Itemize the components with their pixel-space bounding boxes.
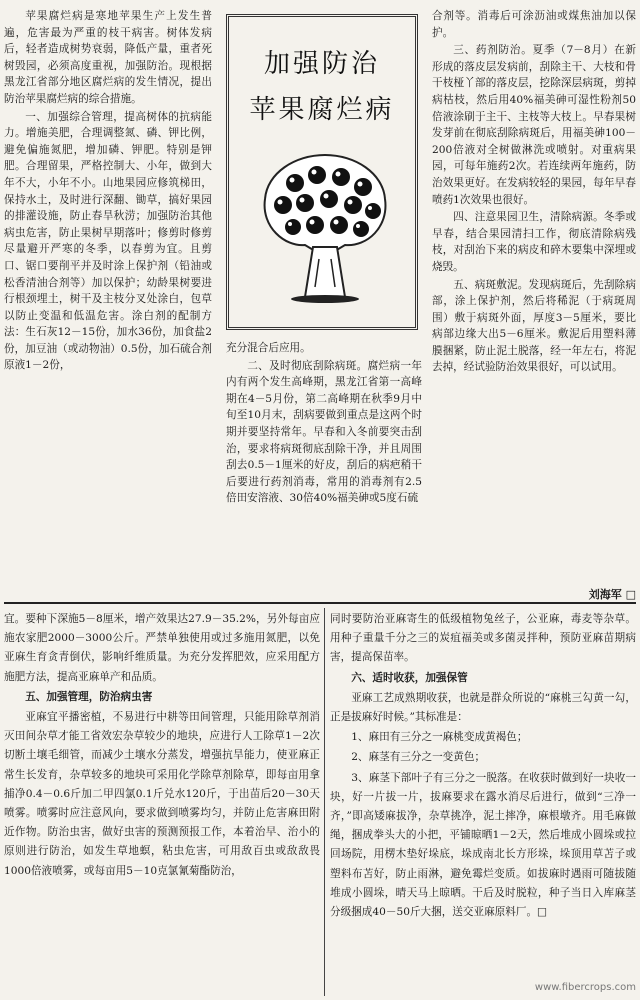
article-title-line2: 苹果腐烂病 <box>249 95 395 125</box>
paragraph: 五、病斑敷泥。发现病斑后，先刮除病部，涂上保护剂，然后将稀泥（于病斑周围）敷于病斑外面，厚度3－5厘米，要比病部边缘大出5－6厘米。敷泥后用塑料薄膜捆紧，防止泥土脱落，经一年左右，将泥去掉，经试验防治效果很好，可以试用。 <box>432 278 636 374</box>
article-column-3 <box>432 8 636 377</box>
paragraph: 3、麻茎下部叶子有三分之一脱落。在收获时做到好一块收一块，好一片拔一片，拔麻要求在露水消尽后进行，做到“三净一齐，”即高矮麻拔净，杂草挑净，泥土摔净，麻根墩齐。用毛麻做绳，捆成拳头大的小把，平铺晾晒1－2天，然后堆成小圆垛或拉回场院，用楞木垫好垛底，垛成南北长方形垛，垛顶用草苫子或塑料布苫好，防止雨淋，避免霉烂变质。如拔麻时遇雨可随拔随堆成小圆垛，晴天马上晾晒。干后及时脱粒，种子当日入库麻茎分级捆成40－50斤大捆，送交亚麻原料厂。□ <box>330 771 636 919</box>
section-heading: 五、加强管理，防治病虫害 <box>25 690 153 703</box>
paragraph: 三、药剂防治。夏季（7－8月）在新形成的落皮层发病前，刮除主干、大枝和骨干枝桠丫部的落皮层，挖除深层病斑，剪掉病枯枝，然后用40%福美砷可湿性粉剂50倍液涂刷于主干、主枝等大枝上。早春果树发芽前在彻底刮除病斑后，用福美砷100－200倍液对全树做淋洗或喷射。对重病果园，可每年施药2次。若连续两年施药，防治效果更好。在发病较轻的果园，每年早春喷药1次效果也很好。 <box>432 44 636 206</box>
paragraph: 宜。要种下深施5－8厘米，增产效果达27.9－35.2%，另外每亩应施农家肥2000－3000公斤。严禁单独使用或过多施用氮肥，以免亚麻生育贪青倒伏，影响纤维质量。为充分发挥肥效，应采用配方施肥方法，提高亚麻单产和品质。 <box>4 613 320 683</box>
article-title-line1: 加强防治 <box>263 49 380 79</box>
paragraph: 充分混合后应用。 <box>226 342 311 354</box>
paragraph: 1、麻田有三分之一麻桃变成黄褐色； <box>351 731 528 744</box>
apple-tree-illustration <box>255 147 395 307</box>
paragraph: 亚麻宜平播密植，不易进行中耕等田间管理，只能用除草剂消灭田间杂草才能工省效宏杂草较少的地块，应进行人工除草1－2次切断土壤毛细管，而减少土壤水分蒸发，增强抗旱能力，使亚麻正常生长发育，杂草较多的地块可采用化学除草剂除草，即每亩用拿捕净0.4－0.6斤加二甲四氯0.1斤兑水120斤，于出苗后20－30天喷雾。喷雾时应注意风向，要求做到喷雾均匀，并防止危害麻田附近作物。防治虫害，做好虫害的预测预报工作，本着治早、治小的原则进行防治，如发生草地螟，粘虫危害，可用敌百虫或敌敌畏1000倍液喷雾，或每亩用5－10克氯氰菊酯防治， <box>4 711 320 877</box>
column-divider <box>324 608 325 996</box>
paragraph: 2、麻茎有三分之一变黄色； <box>351 751 486 764</box>
section-heading: 六、适时收获，加强保管 <box>351 671 468 684</box>
paragraph: 同时要防治亚麻寄生的低级植物兔丝子，公亚麻，毒麦等杂草。用种子重量千分之三的炭疽福美或多菌灵拌种，预防亚麻苗期病害，提高保苗率。 <box>330 613 636 664</box>
article-column-2 <box>226 340 422 508</box>
paragraph: 四、注意果园卫生，清除病源。冬季或早春，结合果园清扫工作，彻底清除病残枝，对刮治下来的病皮和碎木要集中深埋或烧毁。 <box>432 211 636 273</box>
author-byline: 刘海军 □ <box>588 588 636 601</box>
article-column-1 <box>4 8 212 375</box>
paragraph: 二、及时彻底刮除病斑。腐烂病一年内有两个发生高峰期，黑龙江省第一高峰期在4－5月份，第二高峰期在秋季9月中旬至10月末，刮病要做到重点是这两个时期并要坚持常年。早春和入冬前要突击刮治，要求将病斑彻底刮除干净，并且周围刮去0.5－1厘米的好皮，刮后的病疤稍干后要进行药剂消毒，常用的消毒剂有2.5倍田安溶液、30倍40%福美砷或5度石硫 <box>226 359 422 505</box>
paragraph: 一、加强综合管理，提高树体的抗病能力。增施美肥，合理调整氮、磷、钾比例，避免偏施氮肥，增加磷、钾肥。特别是钾肥。合理留果，严格控制大、小年，做到大年不大，小年不小。山地果园应修筑梯田，保持水土，及时进行深翻、锄草，搞好果园的排灌设施，防止春旱秋涝；加强防治其他病虫危害，防止果树早期落叶；修剪时修剪尽量避开严寒的冬季，以春剪为宜。且剪口、锯口要削平并及时涂上保护剂（铅油或松香清油合剂等）加以保护；幼龄果树要进行根颈埋土，树干及主枝分叉处涂白，包草以防止变温和低温危害。涂白剂的配制方法：生石灰12－15份，加水36份，加食盐2份，加豆油（或动物油）0.5份，加石硫合剂原液1－2份， <box>4 110 212 372</box>
paragraph: 亚麻工艺成熟期收获，也就是群众所说的“麻桃三勾黄一勾，正是拔麻好时候。”其标准是： <box>330 691 636 724</box>
title-box <box>226 14 418 330</box>
lower-column-left <box>4 610 320 882</box>
paragraph: 苹果腐烂病是寒地苹果生产上发生普遍，危害最为严重的枝干病害。树体发病后，轻者造成树势衰弱，降低产量，重者死树毁园，必须高度重视，加强防治。现根据黑龙江省部分地区腐烂病的发生情况，提出防治苹果腐烂病的综合措施。 <box>4 10 212 105</box>
section-divider <box>4 602 636 604</box>
lower-column-right <box>330 610 636 923</box>
paragraph: 合剂等。消毒后可涂沥油或煤焦油加以保护。 <box>432 10 636 39</box>
watermark-text: www.fibercrops.com <box>534 982 636 993</box>
